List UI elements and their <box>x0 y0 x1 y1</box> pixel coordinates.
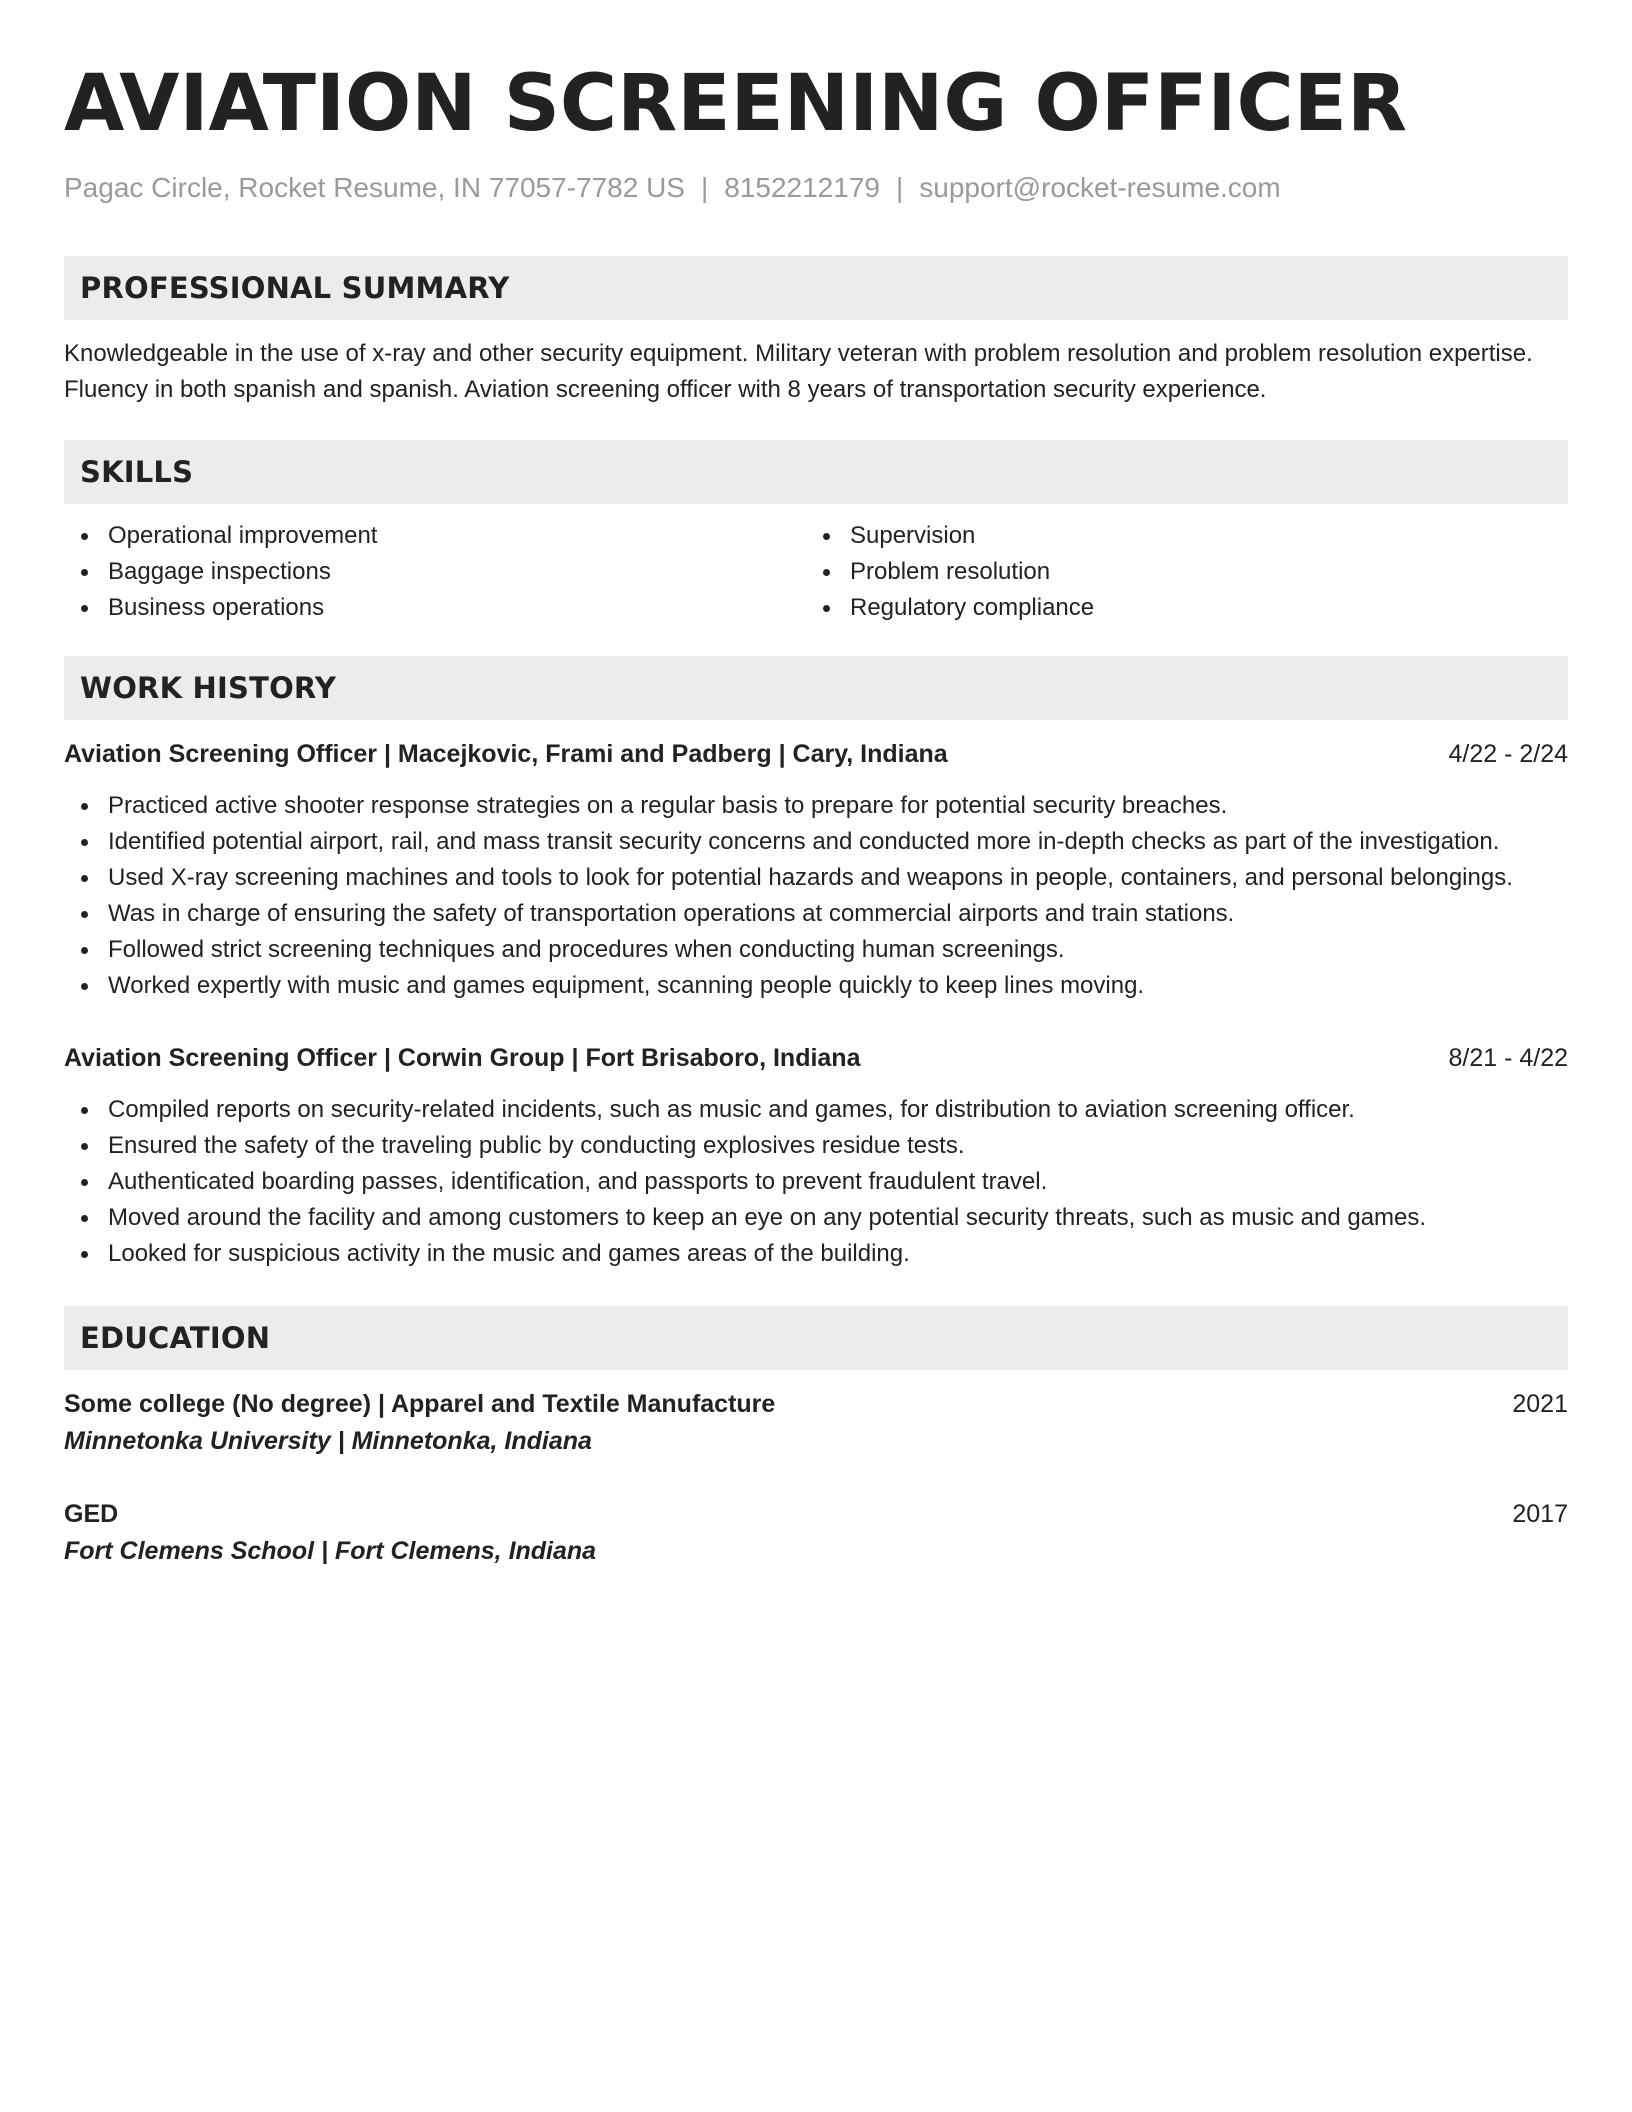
job-dates: 4/22 - 2/24 <box>1448 740 1568 768</box>
job-dates: 8/21 - 4/22 <box>1448 1044 1568 1072</box>
education-title: Some college (No degree) | Apparel and Textile Manufacture <box>64 1390 776 1418</box>
job-bullet: Worked expertly with music and games equipment, scanning people quickly to keep lines moving. <box>64 968 1568 1004</box>
skill-item: Supervision <box>806 518 1548 554</box>
section-header-skills: SKILLS <box>64 440 1568 504</box>
job-bullet: Followed strict screening techniques and procedures when conducting human screenings. <box>64 932 1568 968</box>
job-heading-row <box>64 1040 1568 1076</box>
section-header-work-history: WORK HISTORY <box>64 656 1568 720</box>
skills-grid <box>64 518 1568 626</box>
skill-item: Business operations <box>64 590 806 626</box>
job-entry <box>64 736 1568 1004</box>
education-year: 2021 <box>1512 1390 1568 1418</box>
skill-item: Baggage inspections <box>64 554 806 590</box>
skills-column-right <box>806 518 1548 626</box>
candidate-name: AVIATION SCREENING OFFICER <box>64 59 1408 149</box>
education-heading-row <box>64 1386 1568 1422</box>
job-entry <box>64 1040 1568 1272</box>
education-entry <box>64 1386 1568 1460</box>
job-bullet: Authenticated boarding passes, identification, and passports to prevent fraudulent travel. <box>64 1164 1568 1200</box>
job-heading-row <box>64 736 1568 772</box>
education-school: Fort Clemens School | Fort Clemens, Indiana <box>64 1537 597 1565</box>
job-bullet: Practiced active shooter response strategies on a regular basis to prepare for potential security breaches. <box>64 788 1568 824</box>
job-bullet: Was in charge of ensuring the safety of transportation operations at commercial airports and train stations. <box>64 896 1568 932</box>
skill-item: Problem resolution <box>806 554 1548 590</box>
job-bullet: Compiled reports on security-related incidents, such as music and games, for distribution to aviation screening officer. <box>64 1092 1568 1128</box>
section-header-education: EDUCATION <box>64 1306 1568 1370</box>
education-heading-row <box>64 1496 1568 1532</box>
contact-separator: | <box>700 172 709 203</box>
contact-separator: | <box>895 172 904 203</box>
education-title: GED <box>64 1500 119 1528</box>
summary-text: Knowledgeable in the use of x-ray and other security equipment. Military veteran with problem resolution and problem resolution expertise. Fluency in both spanish and spanish. Aviation screening officer with 8 years of transportation security experience. <box>64 340 1533 403</box>
education-year: 2017 <box>1512 1500 1568 1528</box>
skill-item: Regulatory compliance <box>806 590 1548 626</box>
job-bullet: Used X-ray screening machines and tools to look for potential hazards and weapons in people, containers, and personal belongings. <box>64 860 1568 896</box>
education-school: Minnetonka University | Minnetonka, Indiana <box>64 1427 592 1455</box>
contact-address: Pagac Circle, Rocket Resume, IN 77057-7782 US <box>64 172 685 203</box>
section-header-summary: PROFESSIONAL SUMMARY <box>64 256 1568 320</box>
job-title: Aviation Screening Officer | Macejkovic, Frami and Padberg | Cary, Indiana <box>64 740 948 768</box>
contact-line <box>64 170 1568 206</box>
contact-phone: 8152212179 <box>724 172 880 203</box>
skill-item: Operational improvement <box>64 518 806 554</box>
skills-column-left <box>64 518 806 626</box>
job-bullet: Moved around the facility and among customers to keep an eye on any potential security threats, such as music and games. <box>64 1200 1568 1236</box>
job-bullets <box>64 1092 1568 1272</box>
education-entry <box>64 1496 1568 1570</box>
job-title: Aviation Screening Officer | Corwin Group | Fort Brisaboro, Indiana <box>64 1044 861 1072</box>
job-bullets <box>64 788 1568 1004</box>
job-bullet: Looked for suspicious activity in the music and games areas of the building. <box>64 1236 1568 1272</box>
job-bullet: Ensured the safety of the traveling public by conducting explosives residue tests. <box>64 1128 1568 1164</box>
job-bullet: Identified potential airport, rail, and mass transit security concerns and conducted more in-depth checks as part of the investigation. <box>64 824 1568 860</box>
contact-email: support@rocket-resume.com <box>919 172 1281 203</box>
